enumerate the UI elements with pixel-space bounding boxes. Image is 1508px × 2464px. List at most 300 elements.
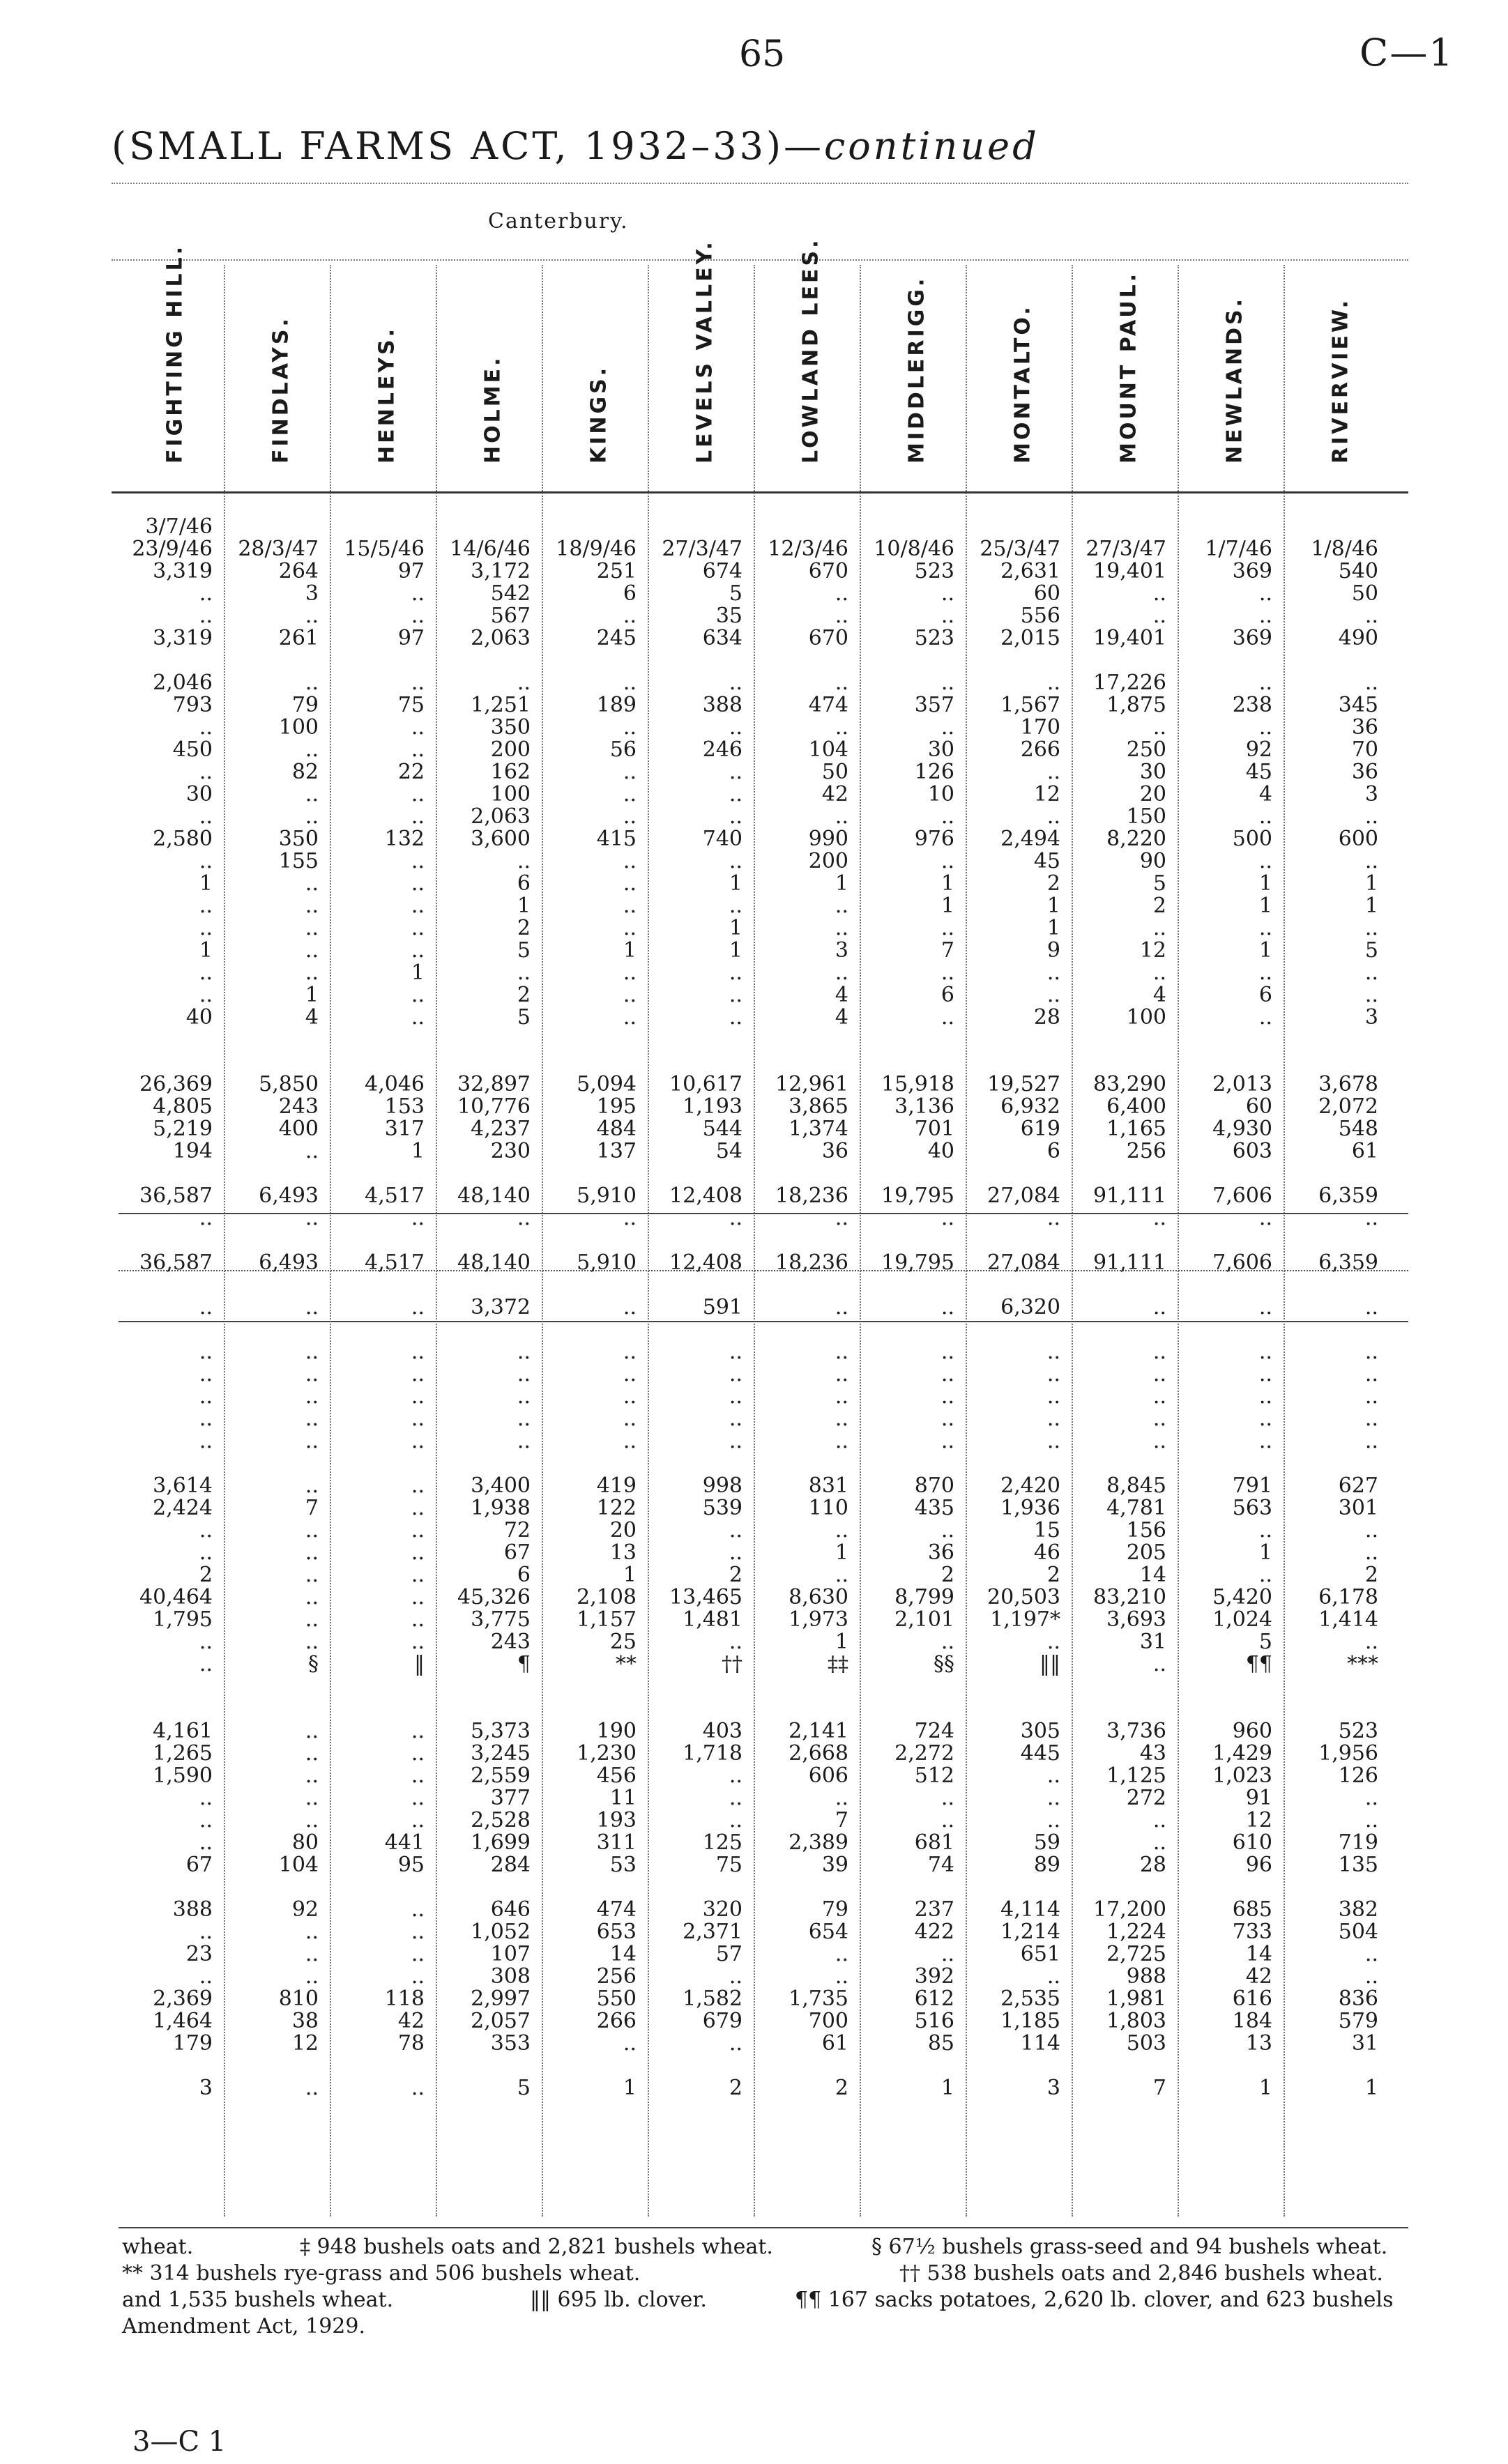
table-cell: 3 (305, 581, 319, 606)
table-cell: 126 (1338, 1763, 1378, 1788)
table-cell (228, 1274, 319, 1296)
table-cell: 20,503 (987, 1585, 1060, 1609)
table-cell: 591 (702, 1295, 742, 1319)
table-cell: .. (411, 1407, 425, 1431)
table-cell: .. (1258, 1295, 1272, 1319)
table-cell: 48,140 (457, 1184, 531, 1208)
table-cell: .. (1364, 1942, 1378, 1966)
table-cell: .. (305, 894, 319, 918)
table-cell: .. (305, 1786, 319, 1810)
table-cell: 15/5/46 (344, 537, 425, 561)
table-cell (228, 2055, 319, 2077)
table-cell: 256 (596, 1964, 637, 1989)
table-cell (440, 1698, 531, 1720)
table-cell: 83,290 (1093, 1072, 1166, 1096)
table-cell: 266 (596, 2009, 637, 2033)
table-cell: 3,245 (471, 1741, 531, 1766)
table-cell: .. (729, 849, 742, 873)
table-cell: .. (729, 1964, 742, 1989)
table-cell: .. (517, 849, 531, 873)
table-cell (546, 1453, 637, 1475)
table-cell: .. (411, 894, 425, 918)
table-cell: .. (199, 1920, 213, 1944)
table-cell: 26,369 (139, 1072, 213, 1096)
table-cell: .. (729, 961, 742, 985)
table-cell (440, 1319, 531, 1341)
table-cell: 793 (172, 693, 213, 717)
table-cell: 5,373 (471, 1719, 531, 1743)
table-cell: .. (1364, 1384, 1378, 1409)
table-cell: .. (1258, 1429, 1272, 1453)
table-cell: 126 (914, 760, 954, 784)
table-cell: 14 (1139, 1563, 1166, 1587)
table-cell: 97 (397, 626, 425, 650)
table-cell: 3,400 (471, 1474, 531, 1498)
table-cell: 484 (596, 1117, 637, 1141)
table-cell: .. (1046, 760, 1060, 784)
table-cell: .. (411, 1540, 425, 1565)
table-cell: 1,795 (153, 1607, 213, 1632)
table-cell: 6,178 (1318, 1585, 1378, 1609)
table-cell: 1 (305, 983, 319, 1007)
table-cell: .. (835, 671, 848, 695)
table-cell: 85 (927, 2031, 954, 2056)
table-cell: .. (305, 916, 319, 940)
table-cell (970, 1698, 1060, 1720)
table-cell: .. (623, 1407, 637, 1431)
table-cell: 544 (702, 1117, 742, 1141)
table-cell: 28 (1033, 1005, 1060, 1030)
table-cell: .. (1046, 1786, 1060, 1810)
table-cell: 382 (1338, 1897, 1378, 1922)
table-cell: 1,230 (577, 1741, 637, 1766)
table-cell: .. (729, 1786, 742, 1810)
table-cell: 200 (490, 737, 531, 762)
table-cell: .. (835, 894, 848, 918)
table-cell: 6,493 (259, 1250, 319, 1275)
table-cell: 42 (1245, 1964, 1272, 1989)
table-cell: ‖‖ (1039, 1652, 1060, 1676)
table-cell: 2,013 (1212, 1072, 1272, 1096)
table-cell: .. (1258, 804, 1272, 829)
table-cell: 512 (914, 1763, 954, 1788)
table-cell: .. (1152, 604, 1166, 628)
table-cell: 500 (1232, 827, 1272, 851)
table-cell: 40,464 (139, 1585, 213, 1609)
table-cell: 13,465 (669, 1585, 742, 1609)
table-cell: ‖ (414, 1652, 425, 1676)
table-cell: 450 (172, 737, 213, 762)
table-cell: 92 (1245, 737, 1272, 762)
table-cell (758, 1230, 848, 1252)
table-cell: 960 (1232, 1719, 1272, 1743)
table-cell: .. (199, 983, 213, 1007)
table-cell (228, 516, 319, 538)
table-cell: 90 (1139, 849, 1166, 873)
table-cell: 13 (1245, 2031, 1272, 2056)
table-cell: 1,567 (1000, 693, 1060, 717)
table-cell: 308 (490, 1964, 531, 1989)
table-cell: 4 (835, 983, 848, 1007)
table-cell: 60 (1033, 581, 1060, 606)
table-cell: .. (623, 804, 637, 829)
table-cell: .. (729, 2031, 742, 2056)
table-cell: .. (623, 1206, 637, 1230)
data-column-4 (440, 516, 531, 2099)
table-cell: ** (616, 1652, 637, 1676)
table-cell (1182, 1876, 1272, 1899)
table-cell: .. (1258, 1005, 1272, 1030)
table-cell (334, 1676, 425, 1698)
table-cell: .. (517, 1429, 531, 1453)
table-cell (1076, 1676, 1166, 1698)
table-cell: .. (1258, 604, 1272, 628)
table-cell: 46 (1033, 1540, 1060, 1565)
table-cell (1288, 650, 1378, 672)
table-cell: 256 (1126, 1139, 1166, 1163)
table-cell (652, 2055, 742, 2077)
title-continued: continued (824, 124, 1039, 168)
table-cell: .. (1364, 1407, 1378, 1431)
footnote-left-1: wheat. (122, 2235, 194, 2259)
table-cell: 75 (715, 1853, 742, 1877)
table-cell: 12/3/46 (768, 537, 848, 561)
table-cell: 27/3/47 (662, 537, 742, 561)
table-cell: .. (729, 1808, 742, 1832)
table-cell: 2,725 (1106, 1942, 1166, 1966)
table-cell: 2 (835, 2076, 848, 2100)
table-cell: 6,932 (1000, 1094, 1060, 1119)
table-cell: 261 (278, 626, 319, 650)
table-cell: 12,408 (669, 1250, 742, 1275)
table-cell: .. (623, 2031, 637, 2056)
table-cell (1182, 1676, 1272, 1698)
table-cell: 31 (1139, 1630, 1166, 1654)
table-cell: 516 (914, 2009, 954, 2033)
table-cell: .. (517, 961, 531, 985)
table-cell (440, 1029, 531, 1051)
table-cell (1076, 1274, 1166, 1296)
table-cell (1076, 1453, 1166, 1475)
table-cell: .. (411, 1496, 425, 1520)
table-cell: .. (623, 782, 637, 806)
table-cell (1288, 1163, 1378, 1185)
table-cell: 97 (397, 559, 425, 583)
table-cell: 25/3/47 (980, 537, 1060, 561)
table-cell (1076, 1029, 1166, 1051)
table-cell: .. (623, 1340, 637, 1364)
table-cell: .. (305, 1942, 319, 1966)
table-cell: .. (835, 1518, 848, 1543)
table-cell: 540 (1338, 559, 1378, 583)
table-cell: §§ (934, 1652, 954, 1676)
table-cell: .. (835, 1384, 848, 1409)
footnote-mid-1: ‡ 948 bushels oats and 2,821 bushels wheat. (300, 2235, 773, 2259)
table-cell: .. (1258, 916, 1272, 940)
table-cell: 1 (729, 916, 742, 940)
table-cell: 92 (291, 1897, 319, 1922)
table-cell: .. (835, 1786, 848, 1810)
table-cell (864, 2055, 954, 2077)
column-header-label: HOLME. (480, 355, 505, 464)
table-cell: 284 (490, 1853, 531, 1877)
table-cell: .. (729, 1362, 742, 1386)
table-cell (1288, 1051, 1378, 1073)
table-cell: .. (729, 1540, 742, 1565)
column-divider (1072, 265, 1073, 2217)
table-cell: 523 (1338, 1719, 1378, 1743)
table-cell (758, 1698, 848, 1720)
table-cell (864, 650, 954, 672)
table-cell: 654 (808, 1920, 848, 1944)
table-cell (1076, 1051, 1166, 1073)
footnote-left-4: Amendment Act, 1929. (122, 2314, 365, 2339)
footnote-rule (119, 2227, 1408, 2228)
column-divider (330, 265, 331, 2217)
table-cell: 250 (1126, 737, 1166, 762)
table-cell: 2,494 (1000, 827, 1060, 851)
table-cell: 2,369 (153, 1987, 213, 2011)
table-cell: 6 (517, 871, 531, 896)
table-cell: 48,140 (457, 1250, 531, 1275)
table-cell: 523 (914, 626, 954, 650)
table-cell: .. (1258, 1206, 1272, 1230)
table-cell: 2 (1152, 894, 1166, 918)
table-cell: 1,981 (1106, 1987, 1166, 2011)
table-cell: .. (1046, 1384, 1060, 1409)
table-cell: .. (940, 916, 954, 940)
table-cell: 1 (1046, 894, 1060, 918)
table-cell: .. (199, 1340, 213, 1364)
table-cell: .. (411, 737, 425, 762)
table-cell: .. (411, 782, 425, 806)
table-cell: .. (305, 1340, 319, 1364)
column-header-label: KINGS. (586, 365, 611, 464)
table-cell: .. (305, 1407, 319, 1431)
table-cell: .. (305, 1585, 319, 1609)
table-cell: .. (305, 1763, 319, 1788)
table-cell: 38 (291, 2009, 319, 2033)
table-cell: 4,046 (365, 1072, 425, 1096)
table-cell: 2 (1046, 871, 1060, 896)
table-cell: 91,111 (1093, 1250, 1166, 1275)
table-cell: 36 (1351, 715, 1378, 740)
table-cell (228, 1676, 319, 1698)
table-cell: 194 (172, 1139, 213, 1163)
table-cell: .. (1258, 1384, 1272, 1409)
table-cell: 57 (715, 1942, 742, 1966)
table-cell: 474 (596, 1897, 637, 1922)
table-cell: .. (1364, 1295, 1378, 1319)
table-cell: .. (623, 1362, 637, 1386)
table-cell: .. (517, 671, 531, 695)
table-cell: 679 (702, 2009, 742, 2033)
table-cell: 7 (940, 938, 954, 963)
table-cell (970, 1230, 1060, 1252)
table-cell: 155 (278, 849, 319, 873)
table-cell: 400 (278, 1117, 319, 1141)
table-cell: .. (1364, 1540, 1378, 1565)
table-cell: .. (729, 1518, 742, 1543)
table-cell (228, 1876, 319, 1899)
table-cell: .. (729, 782, 742, 806)
table-cell: 1,251 (471, 693, 531, 717)
table-cell: 700 (808, 2009, 848, 2033)
table-cell: .. (1152, 1384, 1166, 1409)
table-cell: 403 (702, 1719, 742, 1743)
table-cell: 8,799 (894, 1585, 954, 1609)
table-cell: ¶ (517, 1652, 531, 1676)
table-cell: 1,718 (683, 1741, 742, 1766)
table-cell: .. (199, 1786, 213, 1810)
table-cell: 2 (729, 2076, 742, 2100)
table-cell: 556 (1020, 604, 1060, 628)
table-cell: 5 (729, 581, 742, 606)
table-cell (1182, 1051, 1272, 1073)
table-cell (228, 1051, 319, 1073)
table-cell (652, 516, 742, 538)
table-cell (1076, 1230, 1166, 1252)
table-cell: .. (1046, 671, 1060, 695)
table-cell: .. (835, 1563, 848, 1587)
table-cell: 3,600 (471, 827, 531, 851)
table-cell: .. (1152, 1429, 1166, 1453)
table-cell: 40 (185, 1005, 213, 1030)
table-cell: 32,897 (457, 1072, 531, 1096)
table-cell: 1 (1258, 938, 1272, 963)
data-column-7 (758, 516, 848, 2099)
table-cell: 1 (729, 871, 742, 896)
table-cell: .. (305, 1429, 319, 1453)
table-cell: .. (623, 1005, 637, 1030)
table-cell: 3,678 (1318, 1072, 1378, 1096)
column-header-5 (578, 265, 620, 488)
column-divider (436, 265, 437, 2217)
table-cell: 23/9/46 (132, 537, 213, 561)
table-cell: 1,023 (1212, 1763, 1272, 1788)
table-cell (546, 1051, 637, 1073)
table-cell: 53 (609, 1853, 637, 1877)
table-cell: 988 (1126, 1964, 1166, 1989)
table-cell (1182, 1230, 1272, 1252)
table-cell: 1,414 (1318, 1607, 1378, 1632)
table-cell (970, 516, 1060, 538)
table-cell: .. (623, 715, 637, 740)
table-cell: 91 (1245, 1786, 1272, 1810)
table-cell: 791 (1232, 1474, 1272, 1498)
table-cell: 305 (1020, 1719, 1060, 1743)
table-cell: 606 (808, 1763, 848, 1788)
table-cell: 5 (517, 2076, 531, 2100)
table-cell: .. (199, 804, 213, 829)
table-cell: .. (199, 1540, 213, 1565)
table-cell: 422 (914, 1920, 954, 1944)
table-cell: 2 (1364, 1563, 1378, 1587)
table-cell: 870 (914, 1474, 954, 1498)
table-cell: .. (940, 1630, 954, 1654)
table-cell (122, 1051, 213, 1073)
table-cell: 548 (1338, 1117, 1378, 1141)
table-cell: 976 (914, 827, 954, 851)
table-cell: 67 (185, 1853, 213, 1877)
table-cell: 156 (1126, 1518, 1166, 1543)
table-cell: 43 (1139, 1741, 1166, 1766)
table-cell: 80 (291, 1830, 319, 1855)
table-cell: .. (1046, 1362, 1060, 1386)
table-cell (1182, 2055, 1272, 2077)
table-cell: 153 (384, 1094, 425, 1119)
table-cell: .. (199, 1206, 213, 1230)
table-cell: .. (305, 1920, 319, 1944)
table-cell: 205 (1126, 1540, 1166, 1565)
table-cell: 998 (702, 1474, 742, 1498)
data-column-6 (652, 516, 742, 2099)
table-cell: 627 (1338, 1474, 1378, 1498)
subtitle-rule (112, 259, 1408, 261)
table-cell: 12 (1033, 782, 1060, 806)
table-cell: 30 (1139, 760, 1166, 784)
table-cell: 836 (1338, 1987, 1378, 2011)
table-cell: 243 (278, 1094, 319, 1119)
table-cell: 4 (835, 1005, 848, 1030)
table-cell: .. (1046, 1206, 1060, 1230)
table-cell: .. (411, 1763, 425, 1788)
table-cell (758, 1051, 848, 1073)
table-cell: 6 (517, 1563, 531, 1587)
table-cell: 311 (596, 1830, 637, 1855)
table-cell: 1 (411, 1139, 425, 1163)
table-cell: .. (411, 1563, 425, 1587)
table-cell: 634 (702, 626, 742, 650)
table-cell: ‡‡ (828, 1652, 848, 1676)
table-cell: 1,938 (471, 1496, 531, 1520)
table-cell: § (308, 1652, 319, 1676)
table-cell (652, 1029, 742, 1051)
table-cell: .. (199, 894, 213, 918)
table-cell: 1 (1258, 894, 1272, 918)
table-cell: 301 (1338, 1496, 1378, 1520)
table-cell: 7 (305, 1496, 319, 1520)
column-header-label: MIDDLERIGG. (904, 275, 929, 464)
table-cell: .. (411, 1474, 425, 1498)
table-cell: .. (199, 1295, 213, 1319)
table-cell (122, 2055, 213, 2077)
table-cell (440, 1051, 531, 1073)
table-cell: 28 (1139, 1853, 1166, 1877)
table-cell: 612 (914, 1987, 954, 2011)
table-cell: 2,063 (471, 626, 531, 650)
table-cell: 600 (1338, 827, 1378, 851)
table-cell: .. (1258, 1407, 1272, 1431)
table-cell: 39 (821, 1853, 848, 1877)
table-cell: 1,973 (789, 1607, 848, 1632)
table-cell (440, 516, 531, 538)
table-cell: 4,517 (365, 1184, 425, 1208)
table-cell (122, 1230, 213, 1252)
table-cell: .. (1258, 671, 1272, 695)
table-cell: .. (729, 1429, 742, 1453)
table-cell: .. (623, 1295, 637, 1319)
table-cell: 18,236 (775, 1184, 848, 1208)
table-cell: .. (623, 961, 637, 985)
column-header-label: LOWLAND LEES. (798, 237, 823, 464)
table-cell (758, 516, 848, 538)
table-cell: 36 (927, 1540, 954, 1565)
data-column-1 (122, 516, 213, 2099)
table-cell: .. (1364, 961, 1378, 985)
column-header-label: FIGHTING HILL. (162, 243, 188, 464)
table-cell: .. (729, 760, 742, 784)
